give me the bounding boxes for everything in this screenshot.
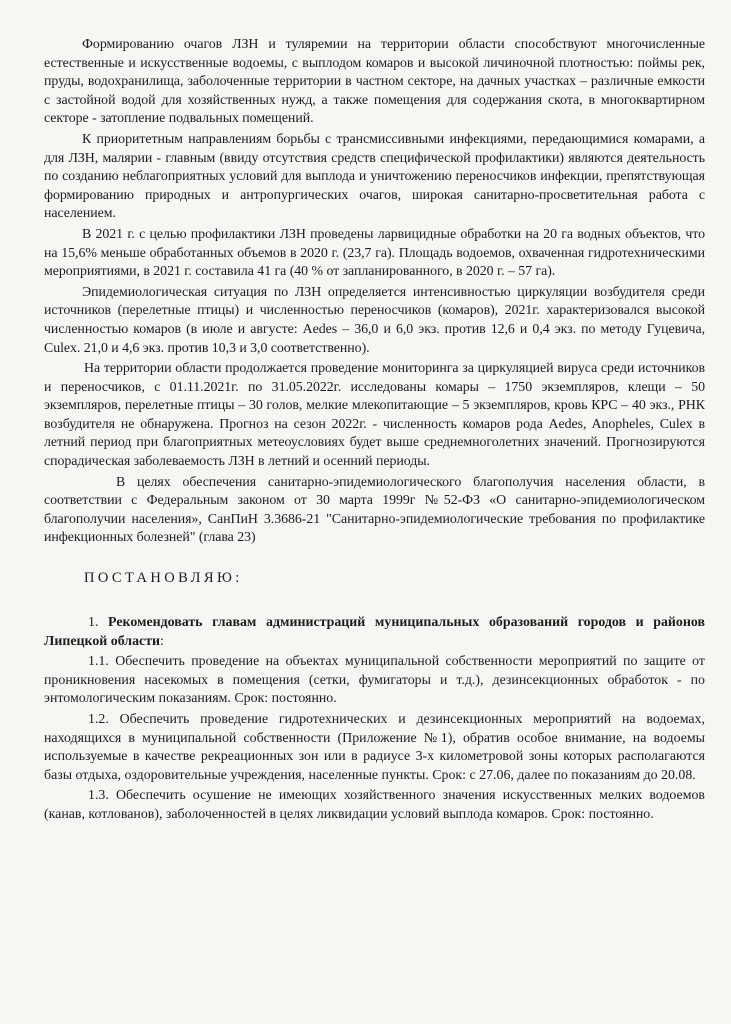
- subitem-1-3: 1.3. Обеспечить осушение не имеющих хозяйственного значения искусственных мелких водоемов (канав, котлованов), заболоченностей в целях ликвидации условий выплода комаров. Срок: постоянно.: [44, 788, 705, 822]
- paragraph-breeding-sites: Формированию очагов ЛЗН и туляремии на территории области способствуют многочисленные естественные и искусственные водоемы, с выплодом комаров и высокой личиночной плотностью: поймы рек, пруды, водохранилища, заболоченные территории в частном секторе, на дачных участках – различные емкости с застойной водой для хозяйственных нужд, а также помещения для содержания скота, в многоквартирном секторе - затопление подвальных помещений.: [44, 37, 705, 127]
- subitem-1-2: 1.2. Обеспечить проведение гидротехнических и дезинсекционных мероприятий на водоемах, находящихся в муниципальной собственности (Приложение №1), обратив особое внимание, на водоемы используемые в качестве рекреационных зон или в радиусе 3-х километровой зоны которых располагаются базы отдыха, оздоровительные учреждения, населенные пункты. Срок: с 27.06, далее по показаниям до 20.08.: [44, 712, 705, 783]
- paragraph-legal-basis: В целях обеспечения санитарно-эпидемиологического благополучия населения области, в соответствии с Федеральным законом от 30 марта 1999г №52-ФЗ «О санитарно-эпидемиологическом благополучии населения», СанПиН 3.3686-21 "Санитарно-эпидемиологические требования по профилактике инфекционных болезней" (глава 23): [44, 474, 705, 546]
- item-1-number: 1.: [88, 615, 99, 631]
- paragraph-priority-directions: К приоритетным направлениям борьбы с трансмиссивными инфекциями, передающимися комарами, а для ЛЗН, малярии - главным (ввиду отсутствия средств специфической профилактики) являются деятельность по созданию неблагоприятных условий для выплода и уничтожению переносчиков инфекции, препятствующая формированию природных и антропургических очагов, широкая санитарно-просветительная работа с населением.: [44, 131, 705, 222]
- resolution-heading: ПОСТАНОВЛЯЮ:: [84, 570, 243, 587]
- paragraph-epidemiological-situation: Эпидемиологическая ситуация по ЛЗН определяется интенсивностью циркуляции возбудителя среди источников (перелетные птицы) и численностью переносчиков (комаров), 2021г. характеризовался высокой численностью комаров (в июле и августе: Aedes – 36,0 и 6,0 экз. против 12,6 и 0,4 экз. по методу Гуцевича, Culex. 21,0 и 4,6 экз. против 10,3 и 3,0 соответственно).: [44, 284, 705, 356]
- item-1-text: Рекомендовать главам администраций муниципальных образований городов и районов Липецкой области: [44, 615, 705, 649]
- paragraph-larvicide-2021: В 2021 г. с целью профилактики ЛЗН проведены ларвицидные обработки на 20 га водных объектов, что на 15,6% меньше обработанных объемов в 2020 г. (23,7 га). Площадь водоемов, охваченная гидротехническими мероприятиями, в 2021 г. составила 41 га (40 % от запланированного, в 2020 г. – 57 га).: [44, 226, 705, 280]
- paragraph-monitoring: На территории области продолжается проведение мониторинга за циркуляцией вируса среди источников и переносчиков, с 01.11.2021г. по 31.05.2022г. исследованы комары – 1750 экземпляров, клещи – 50 экземпляров, перелетные птицы – 30 голов, мелкие млекопитающие – 5 экземпляров, кровь КРС – 40 экз., РНК возбудителя не обнаружена. Прогноз на сезон 2022г. - численность комаров рода Aedes, Anopheles, Culex в летний период при благоприятных метеоусловиях будет выше среднемноголетних значений. Прогнозируются спорадическая заболеваемость ЛЗН в летний и осенний периоды.: [44, 361, 705, 470]
- item-1: [44, 614, 705, 651]
- item-1-suffix: :: [160, 633, 164, 649]
- subitem-1-1: 1.1. Обеспечить проведение на объектах муниципальной собственности мероприятий по защите от проникновения насекомых в помещения (сетки, фумигаторы и т.д.), дезинсекционных обработок - по энтомологическим показаниям. Срок: постоянно.: [44, 654, 705, 707]
